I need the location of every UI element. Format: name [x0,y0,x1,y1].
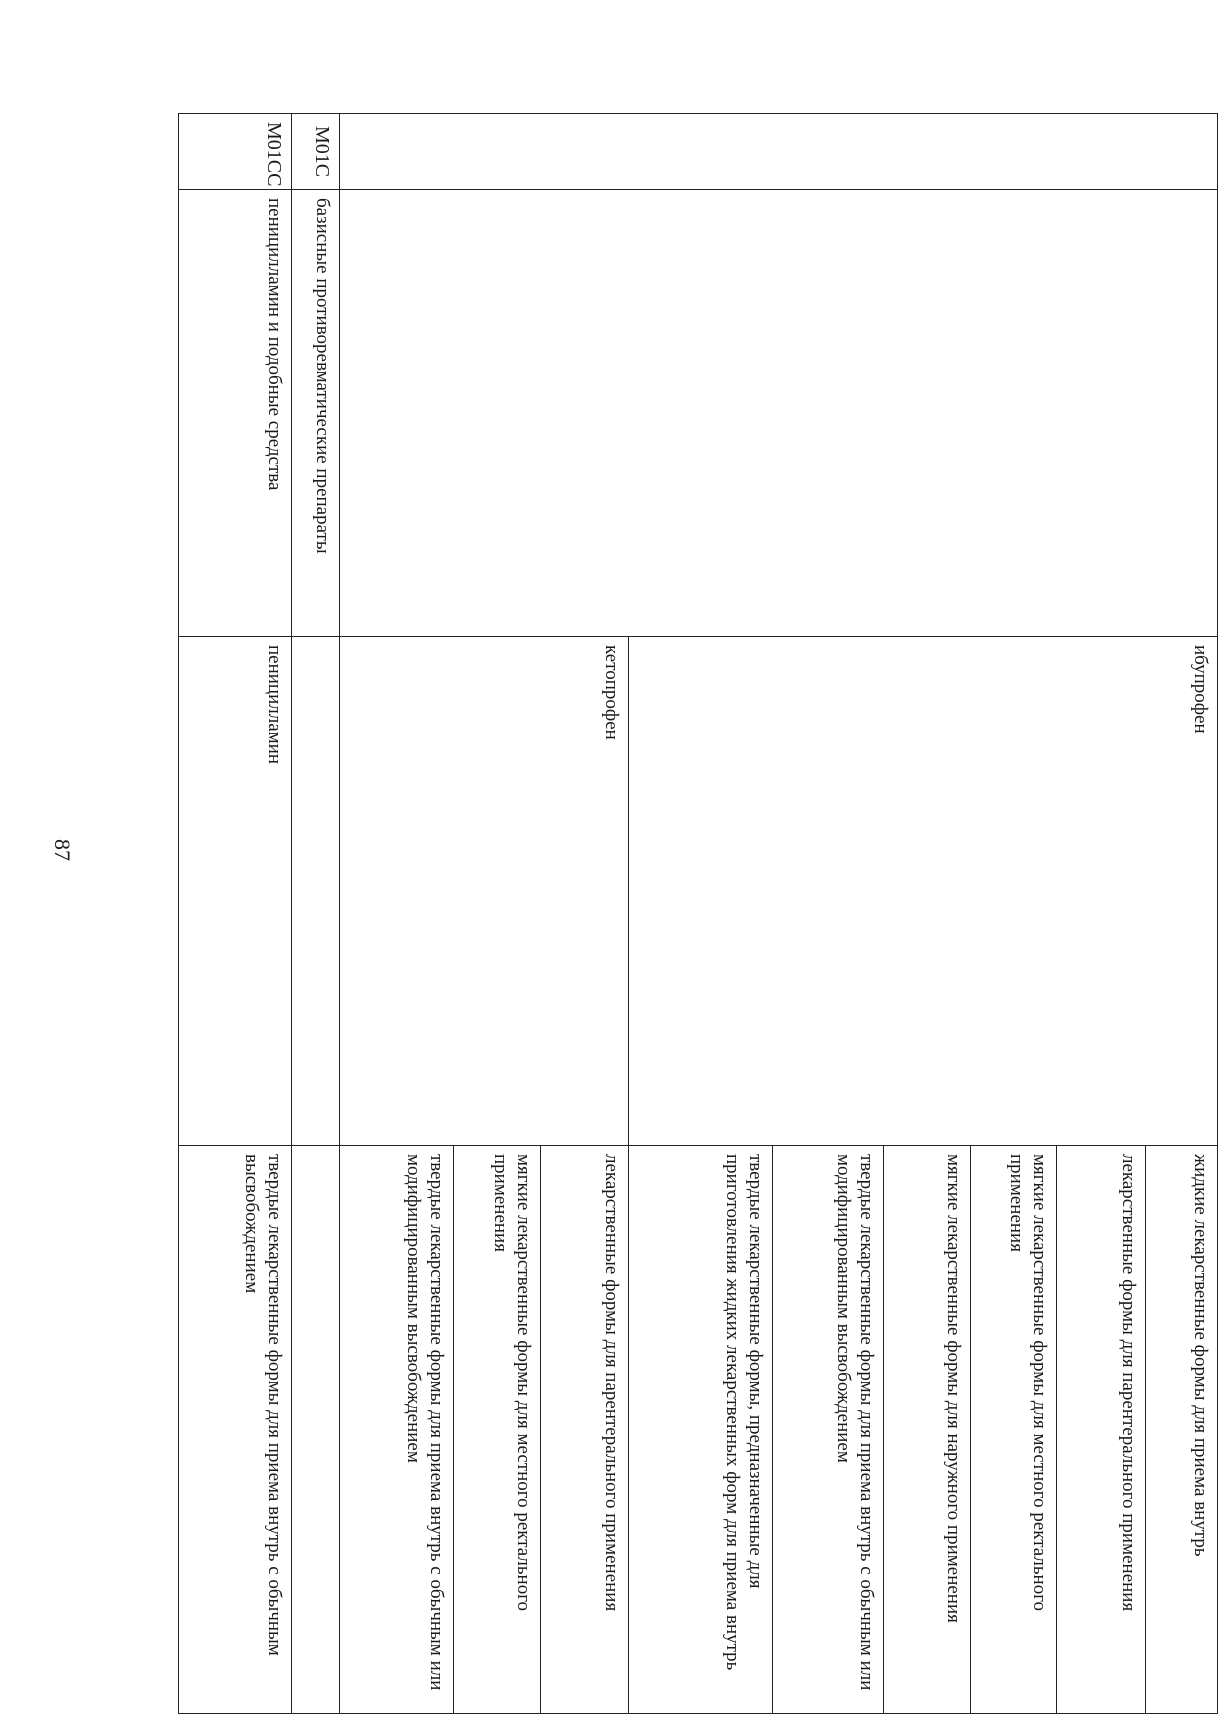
drug-name-cell-empty [291,637,339,1146]
table-row [179,114,292,1714]
dosage-form-cell: жидкие лекарственные формы для приема внутрь [1146,1146,1218,1714]
table-row [291,114,339,1714]
dosage-form-cell-empty [291,1146,339,1714]
dosage-form-cell: лекарственные формы для парентерального применения [1057,1146,1146,1714]
drug-name-cell: пеницилламин [179,637,292,1146]
page-number: 87 [50,839,75,861]
group-name-cell: пеницилламин и подобные средства [179,190,292,637]
group-name-cell: базисные противоревматические препараты [291,190,339,637]
drug-name-cell: кетопрофен [339,637,628,1146]
table-row [1146,114,1218,1714]
drug-name-cell: ибупрофен [628,637,1217,1146]
dosage-form-cell: твердые лекарственные формы для приема внутрь с обычным или модифицированным высвобождением [339,1146,453,1714]
table-container [178,113,1218,1713]
dosage-form-cell: твердые лекарственные формы для приема внутрь с обычным или модифицированным высвобождением [772,1146,884,1714]
dosage-form-cell: лекарственные формы для парентерального применения [541,1146,629,1714]
dosage-form-cell: мягкие лекарственные формы для местного ректального применения [970,1146,1056,1714]
atc-code-cell: М01СС [179,114,292,190]
drug-table [178,113,1218,1714]
dosage-form-cell: мягкие лекарственные формы для наружного применения [884,1146,970,1714]
dosage-form-cell: твердые лекарственные формы для приема внутрь с обычным высвобождением [179,1146,292,1714]
dosage-form-cell: твердые лекарственные формы, предназначенные для приготовления жидких лекарственных форм для приема внутрь [628,1146,772,1714]
atc-code-cell: М01С [291,114,339,190]
dosage-form-cell: мягкие лекарственные формы для местного ректального применения [453,1146,541,1714]
rotated-table-wrap [178,113,1218,1713]
group-cell-empty [339,190,1217,637]
code-cell-empty [339,114,1217,190]
